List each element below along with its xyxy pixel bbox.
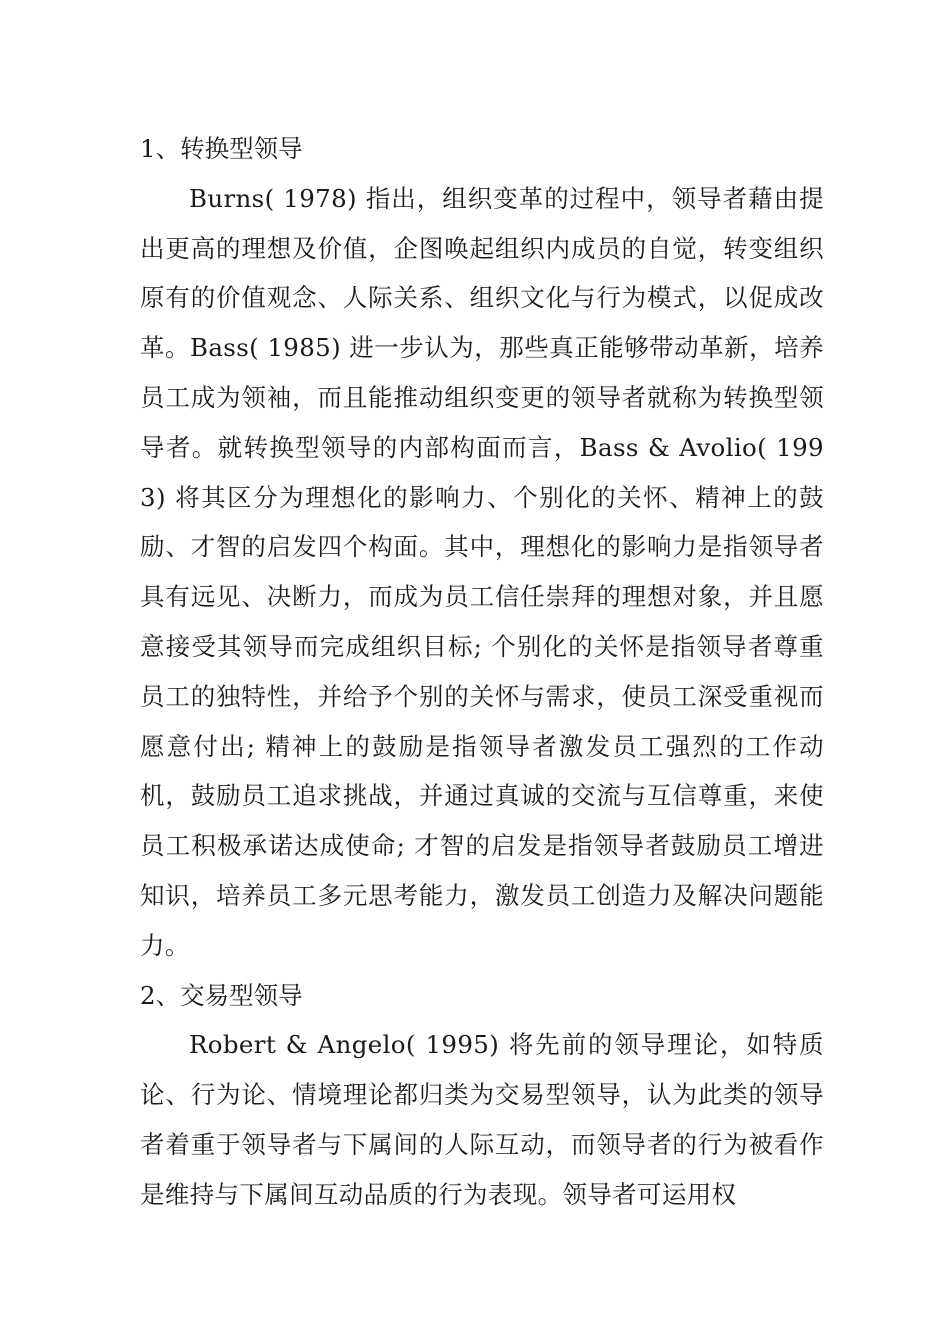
document-page bbox=[140, 124, 824, 1220]
section-heading-transformational: 1、转换型领导 bbox=[140, 134, 303, 163]
section-heading-transactional: 2、交易型领导 bbox=[140, 980, 303, 1010]
paragraph-transformational: Burns( 1978) 指出，组织变革的过程中，领导者藉由提出更高的理想及价值，企图唤起组织内成员的自觉，转变组织原有的价值观念、人际关系、组织文化与行为模式，以促成改革。Bass( 1985) 进一步认为，那些真正能够带动革新，培养员工成为领袖，而且能推动组织变更的领导者就称为转换型领导者。就转换型领导的内部构面而言，Bass & Avolio( 1993) 将其区分为理想化的影响力、个别化的关怀、精神上的鼓励、才智的启发四个构面。其中，理想化的影响力是指领导者具有远见、决断力，而成为员工信任崇拜的理想对象，并且愿意接受其领导而完成组织目标; 个别化的关怀是指领导者尊重员工的独特性，并给予个别的关怀与需求，使员工深受重视而愿意付出; 精神上的鼓励是指领导者激发员工强烈的工作动机，鼓励员工追求挑战，并通过真诚的交流与互信尊重，来使员工积极承诺达成使命; 才智的启发是指领导者鼓励员工增进知识，培养员工多元思考能力，激发员工创造力及解决问题能力。 bbox=[140, 183, 824, 960]
paragraph-transactional: Robert & Angelo( 1995) 将先前的领导理论，如特质论、行为论、情境理论都归类为交易型领导，认为此类的领导者着重于领导者与下属间的人际互动，而领导者的行为被看作是维持与下属间互动品质的行为表现。领导者可运用权 bbox=[140, 1030, 824, 1209]
